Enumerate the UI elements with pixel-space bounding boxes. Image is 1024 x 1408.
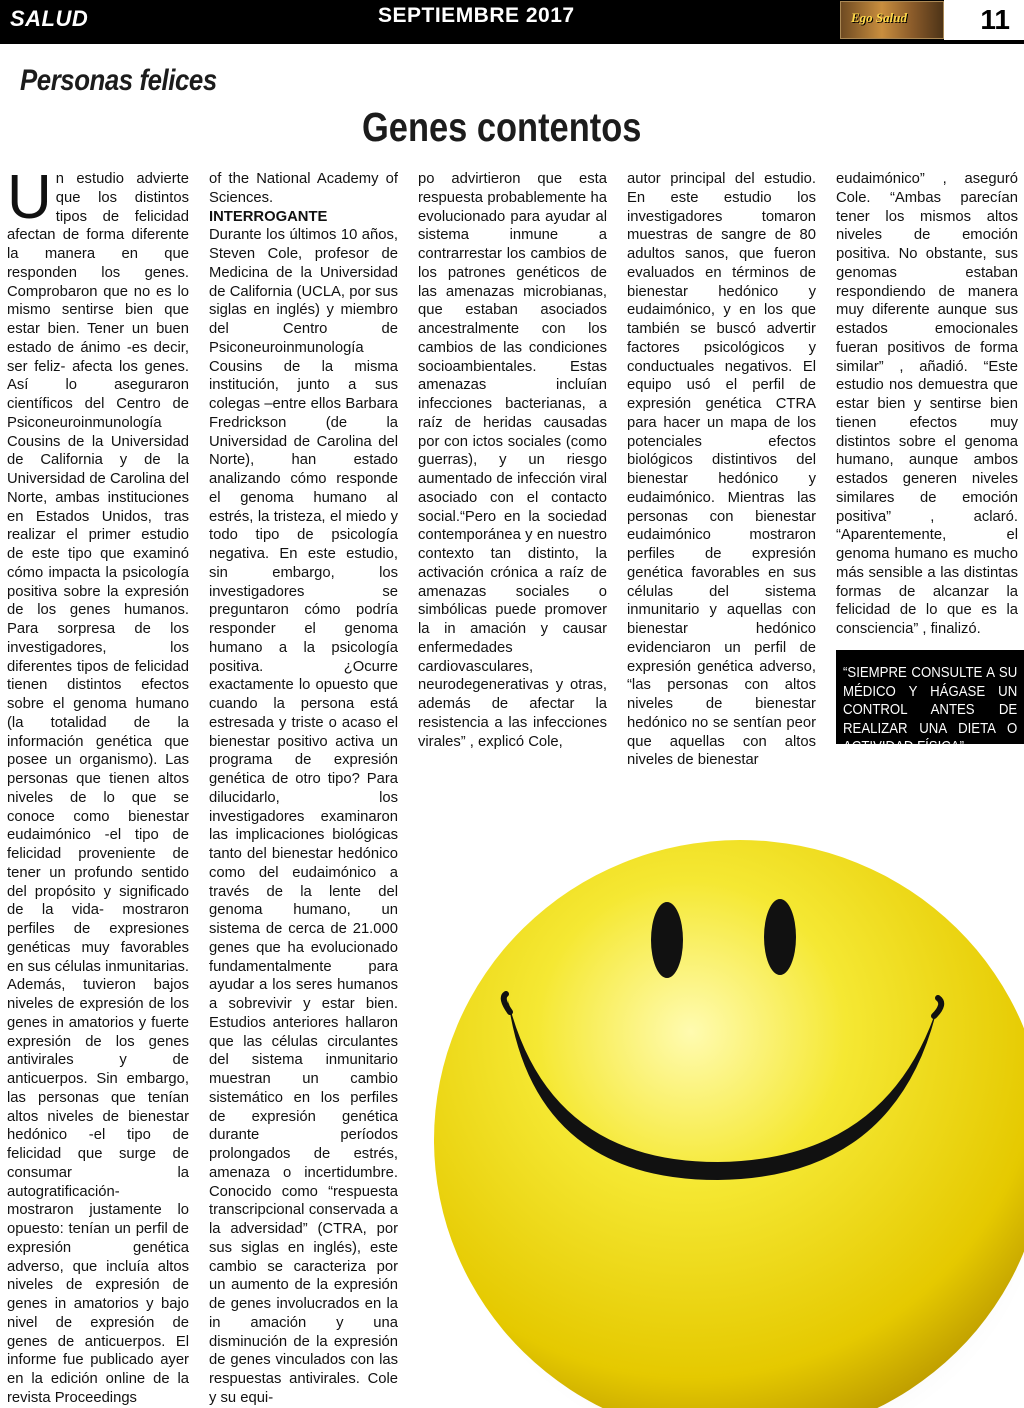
column-5-text: eudaimónico” , aseguró Cole. “Ambas parecían tener los mismos altos niveles de emoción positiva. No obstante, sus genomas estaban respondiendo de manera muy diferente aunque sus estados emocionales fueran positivos de forma similar” , añadió. “Este estudio nos demuestra que estar bien y sentirse bien tienen efectos muy distintos sobre el genoma humano, aunque ambos estados generen niveles similares de emoción positiva” , aclaró. “Aparentemente, el genoma humano es mucho más sensible a las distintas formas de alcanzar la felicidad de lo que es la consciencia” , finalizó. (836, 171, 1018, 637)
article-column-3 (418, 170, 607, 751)
header-rule (0, 40, 1024, 44)
column-2-lead: of the National Academy of Sciences. (209, 171, 398, 206)
smiley-face-image (418, 750, 1024, 1381)
column-4-text: autor principal del estudio. En este estudio los investigadores tomaron muestras de sangre de 80 adultos sanos, que fueron evaluados en términos de bienestar hedónico y eudaimónico, y en los que también se buscó advertir factores psicológicos y conductuales negativos. El equipo usó el perfil de expresión genética CTRA para hacer un mapa de los potenciales efectos biológicos distintivos del bienestar hedónico y eudaimónico. Mientras las personas con bienestar eudaimónico mostraron perfiles de expresión genética favorables en sus células del sistema inmunitario y aquellas con bienestar hedónico evidenciaron un perfil de expresión genética adverso, “las personas con altos niveles de bienestar hedónico no se sentían peor que aquellas con altos niveles de bienestar (627, 171, 816, 769)
page-number: 11 (980, 4, 1010, 35)
drop-cap: U (7, 163, 52, 232)
smiley-face (434, 840, 1024, 1408)
publication-logo (840, 1, 944, 39)
column-2-text: Durante los últimos 10 años, Steven Cole, profesor de Medicina de la Universidad de California (UCLA, por sus siglas en inglés) y miembro del Centro de Psiconeuroinmunología Cousins de la misma institución, junto a sus colegas –entre ellos Barbara Fredrickson (de la Universidad de Carolina del Norte), han estado analizando cómo responde el genoma humano al estrés, la tristeza, el miedo y todo tipo de psicología negativa. En este estudio, sin embargo, los investigadores se preguntaron cómo podría responder el genoma humano a la psicología positiva. ¿Ocurre exactamente lo opuesto que cuando la persona está estresada y triste o acaso el bienestar positivo activa un programa de expresión genética de otro tipo? Para dilucidarlo, los investigadores examinaron las implicaciones biológicas tanto del bienestar hedónico como del eudaimónico a través de la lente del genoma humano, un sistema de cerca de 21.000 genes que ha evolucionado fundamentalmente para ayudar a los seres humanos a sobrevivir y estar bien. Estudios anteriores hallaron que las células circulantes del sistema inmunitario muestran un cambio sistemático en los perfiles de expresión genética durante períodos prolongados de estrés, amenaza o incertidumbre. Conocido como “respuesta transcripcional conservada a la adversidad” (CTRA, por sus siglas en inglés), este cambio se caracteriza por un aumento de la expresión de genes involucrados en la in amación y una disminución de la expresión de genes vinculados con las respuestas antivirales. Cole y su equi- (209, 227, 398, 1406)
article-column-5 (836, 170, 1018, 639)
column-1-text: n estudio advierte que los distintos tipos de felicidad afectan de forma diferente la manera en que responden los genes. Comprobaron que no es lo mismo sentirse bien que estar bien. Tener un buen estado de ánimo -es decir, ser feliz- afecta los genes. Así lo aseguraron científicos del Centro de Psiconeuroinmunología Cousins de la Universidad de California y de la Universidad de Carolina del Norte, ambas instituciones en Estados Unidos, tras realizar el primer estudio de este tipo que examinó cómo impacta la psicología positiva sobre la expresión de los genes humanos. Para sorpresa de los investigadores, los diferentes tipos de felicidad tienen distintos efectos sobre el genoma humano (la totalidad de la información genética que posee un organismo). Las personas que tienen altos niveles de lo que se conoce como bienestar eudaimónico -el tipo de felicidad proveniente de tener un profundo sentido del propósito y significado de la vida- mostraron perfiles de expresiones genéticas muy favorables en sus células inmunitarias. Además, tuvieron bajos niveles de expresión de los genes in amatorios y fuerte expresión de los genes antivirales y de anticuerpos. Sin embargo, las personas que tenían altos niveles de bienestar hedónico -el tipo de felicidad que surge de consumar la autogratificación- mostraron justamente lo opuesto: tenían un perfil de expresión genética adverso, que incluía altos niveles de expresión de genes in amatorios y bajo nivel de expresión de genes de anticuerpos. El informe fue publicado ayer en la edición online de la revista Proceedings (7, 171, 189, 1406)
logo-text: Ego Salud (851, 10, 907, 25)
smiley-left-eye (651, 902, 683, 978)
health-disclaimer-box (836, 650, 1024, 755)
page-number-tab (944, 0, 1024, 40)
health-disclaimer-text: “SIEMPRE CONSULTE A SU MÉDICO Y HÁGASE UN CONTROL ANTES DE REALIZAR UNA DIETA O ACTIVIDAD FÍSICA” (843, 664, 1018, 755)
section-subhead: INTERROGANTE (209, 208, 328, 225)
page-header-bar (0, 0, 1024, 40)
article-column-4 (627, 170, 816, 770)
article-title: Genes contentos (362, 104, 642, 150)
smiley-right-eye (764, 899, 796, 975)
section-name: SALUD (10, 6, 89, 31)
column-3-text: po advirtieron que esta respuesta probablemente ha evolucionado para ayudar al sistema inmune a contrarrestar los cambios de los patrones genéticos de las amenazas microbianas, que estaban asociados ancestralmente con los cambios de las condiciones socioambientales. Estas amenazas incluían infecciones bacterianas, a raíz de heridas causadas por con ictos sociales (como guerras), y un riesgo aumentado de infección viral asociado con el contacto social.“Pero en la sociedad contemporánea y en nuestro contexto tan distinto, la activación crónica a raíz de amenazas sociales o simbólicas puede promover la in amación y causar enfermedades cardiovasculares, neurodegenerativas y otras, además de afectar la resistencia a las infecciones virales” , explicó Cole, (418, 171, 607, 750)
issue-date: SEPTIEMBRE 2017 (378, 4, 575, 27)
article-column-2 (209, 170, 398, 1408)
article-column-1 (7, 163, 189, 1408)
article-kicker: Personas felices (20, 64, 217, 97)
